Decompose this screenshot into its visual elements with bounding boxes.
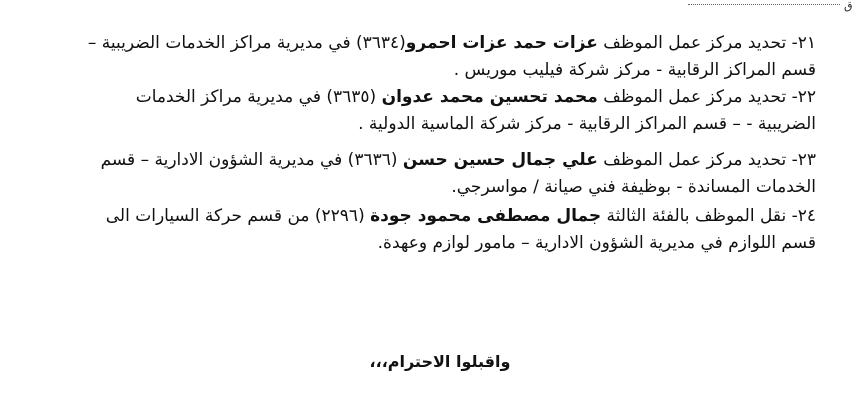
item-text-before: تحديد مركز عمل الموظف <box>597 33 792 53</box>
item-text-before: تحديد مركز عمل الموظف <box>597 87 792 107</box>
item-number: ٢٢- <box>791 87 816 107</box>
item-number: ٢٤- <box>791 206 816 226</box>
decision-items-list <box>76 30 816 257</box>
item-text-after: (٣٦٣٦) في مديرية الشؤون الادارية – قسم الخدمات المساندة - بوظيفة فني صيانة / مواسرجي. <box>100 150 816 197</box>
decision-item-21 <box>76 30 816 84</box>
item-number: ٢٣- <box>791 150 816 170</box>
employee-name: محمد تحسين محمد عدوان <box>381 87 598 107</box>
item-text-after: (٢٢٩٦) من قسم حركة السيارات الى قسم اللوازم في مديرية الشؤون الادارية – مامور لوازم وعهدة. <box>105 206 816 253</box>
employee-name: عزات حمد عزات احمرو <box>405 33 598 53</box>
top-dotted-rule <box>688 4 840 5</box>
corner-mark: ق <box>844 0 853 12</box>
item-text-before: نقل الموظف بالفئة الثالثة <box>601 206 792 226</box>
decision-item-24 <box>76 203 816 257</box>
employee-name: علي جمال حسين حسن <box>402 150 598 170</box>
decision-item-22 <box>76 84 816 138</box>
closing-salutation: واقبلوا الاحترام،،، <box>369 352 511 371</box>
item-text-after: (٣٦٣٤) في مديرية مراكز الخدمات الضريبية – قسم المراكز الرقابية - مركز شركة فيليب موريس . <box>87 33 816 80</box>
item-number: ٢١- <box>791 33 816 53</box>
item-text-before: تحديد مركز عمل الموظف <box>597 150 792 170</box>
employee-name: جمال مصطفى محمود جودة <box>370 206 602 226</box>
decision-item-23 <box>76 147 816 201</box>
item-text-after: (٣٦٣٥) في مديرية مراكز الخدمات الضريبية - – قسم المراكز الرقابية - مركز شركة الماسية الدولية . <box>135 87 816 134</box>
